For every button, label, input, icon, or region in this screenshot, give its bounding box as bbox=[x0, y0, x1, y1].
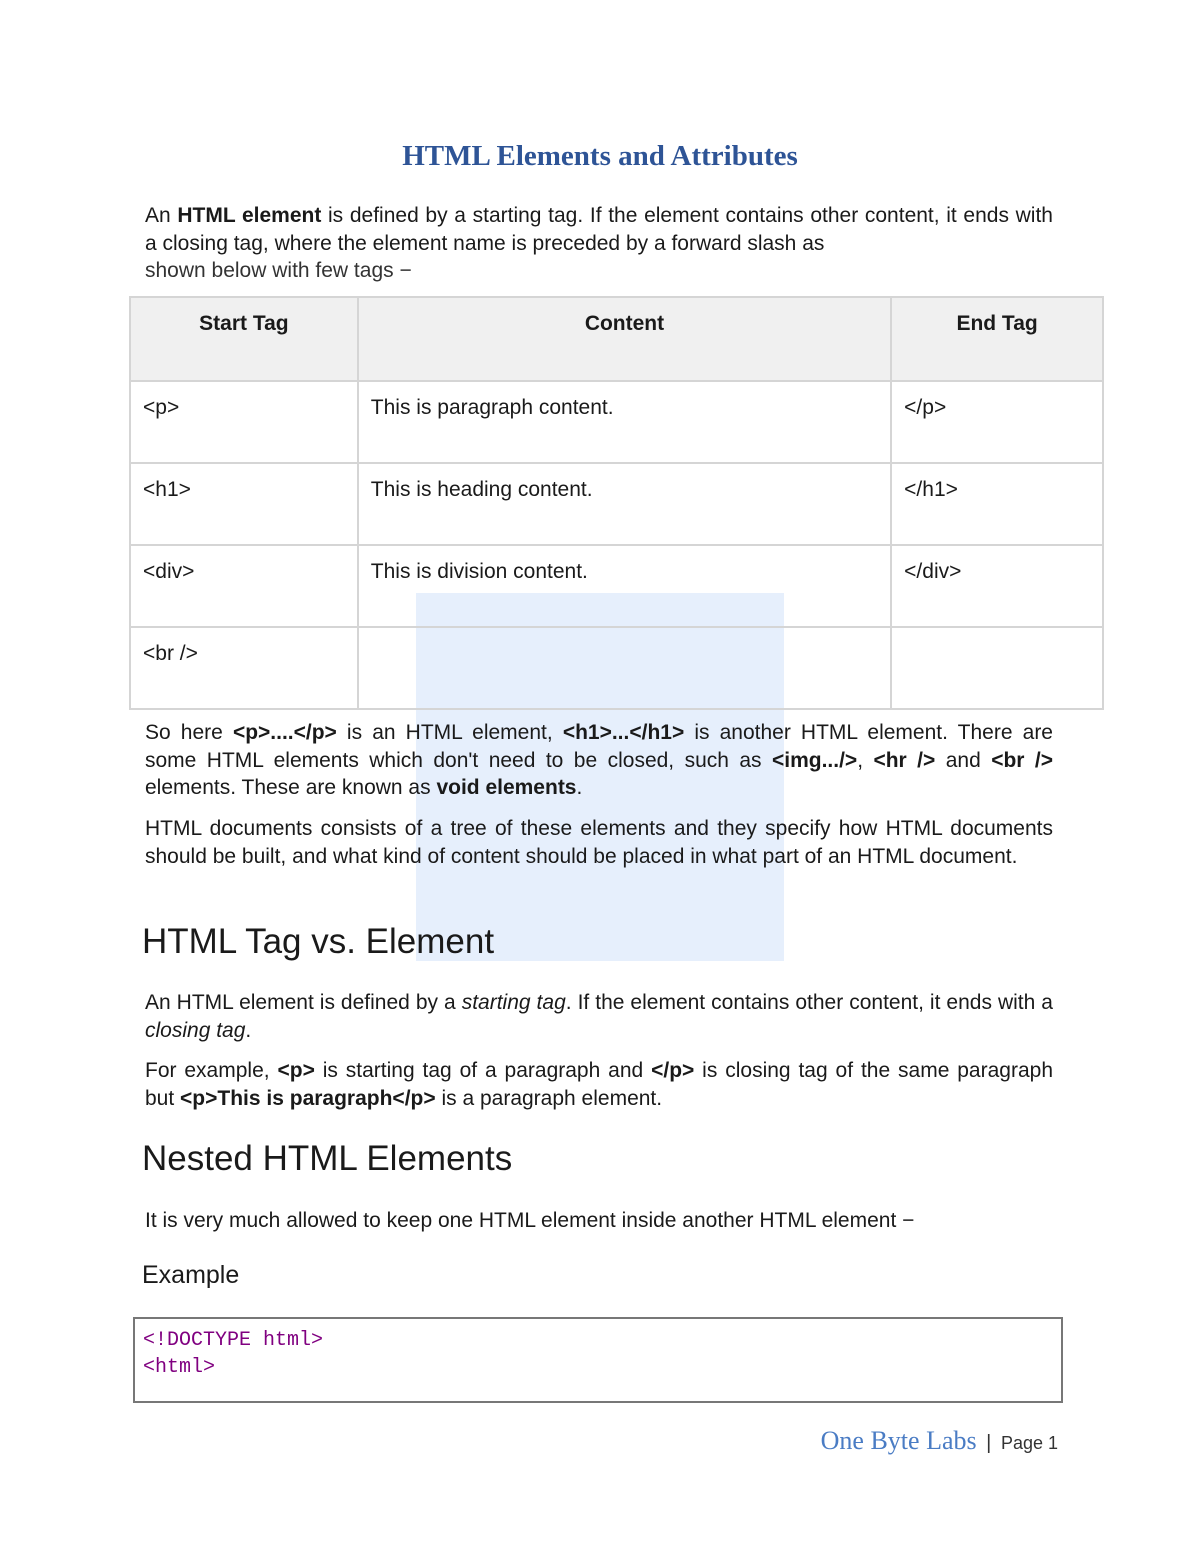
example-paragraph bbox=[145, 1057, 1053, 1112]
table-row bbox=[130, 463, 1103, 545]
text-run: An HTML element is defined by a bbox=[145, 991, 462, 1014]
text-run: . If the element contains other content, it ends with a bbox=[565, 991, 1053, 1014]
intro-paragraph bbox=[145, 202, 1053, 285]
table-cell bbox=[358, 627, 891, 709]
table-cell: This is paragraph content. bbox=[358, 381, 891, 463]
bold-code: <p>This is paragraph</p> bbox=[180, 1086, 436, 1110]
element-definition-paragraph bbox=[145, 989, 1053, 1044]
text-run: is a paragraph element. bbox=[435, 1086, 663, 1110]
void-elements-paragraph bbox=[145, 719, 1053, 802]
page-title: HTML Elements and Attributes bbox=[402, 140, 798, 172]
table-row bbox=[130, 545, 1103, 627]
bold-term: void elements bbox=[436, 776, 577, 799]
table-cell: This is division content. bbox=[358, 545, 891, 627]
table-cell: <h1> bbox=[130, 463, 358, 545]
text-run: , bbox=[857, 748, 874, 772]
intro-text-3: shown below with few tags − bbox=[145, 259, 412, 282]
table-cell bbox=[891, 627, 1103, 709]
text-run: So here bbox=[145, 721, 233, 744]
section-heading-tag-vs-element: HTML Tag vs. Element bbox=[142, 922, 495, 961]
table-cell: This is heading content. bbox=[358, 463, 891, 545]
text-run: is closing tag of the same paragraph but bbox=[145, 1059, 1053, 1110]
column-header-start-tag: Start Tag bbox=[130, 297, 358, 381]
italic-term: closing tag bbox=[145, 1018, 246, 1042]
table-cell: <p> bbox=[130, 381, 358, 463]
bold-code: </p> bbox=[651, 1059, 695, 1082]
text-run: . bbox=[245, 1018, 252, 1042]
nested-paragraph: It is very much allowed to keep one HTML element inside another HTML element − bbox=[145, 1209, 915, 1232]
page-footer bbox=[821, 1426, 1058, 1456]
text-run: For example, bbox=[145, 1059, 278, 1082]
italic-term: starting tag bbox=[461, 991, 566, 1014]
table-cell: <div> bbox=[130, 545, 358, 627]
footer-brand: One Byte Labs bbox=[820, 1426, 977, 1455]
text-run: is starting tag of a paragraph and bbox=[314, 1059, 652, 1082]
text-run: is another HTML element. There are some HTML elements which don't need to be closed, such as bbox=[145, 721, 1053, 772]
table-row bbox=[130, 627, 1103, 709]
text-run: . bbox=[576, 776, 583, 799]
footer-separator: | bbox=[986, 1432, 992, 1454]
table-header-row bbox=[130, 297, 1103, 381]
code-line: <!DOCTYPE html> bbox=[143, 1329, 324, 1352]
bold-code: <p> bbox=[277, 1059, 315, 1082]
table-cell: </p> bbox=[891, 381, 1103, 463]
bold-code: <img.../> bbox=[771, 748, 858, 772]
table-cell: </div> bbox=[891, 545, 1103, 627]
table-cell: <br /> bbox=[130, 627, 358, 709]
code-line: <html> bbox=[143, 1356, 216, 1379]
table-cell: </h1> bbox=[891, 463, 1103, 545]
column-header-content: Content bbox=[358, 297, 891, 381]
intro-text-2: is defined by a starting tag. If the element contains other content, it ends with a closing tag, where the element name is preceded by a forward slash as bbox=[145, 204, 1053, 255]
text-run: is an HTML element, bbox=[336, 721, 563, 744]
text-run: elements. These are known as bbox=[145, 776, 437, 799]
intro-text-1: An bbox=[145, 204, 178, 227]
example-heading: Example bbox=[142, 1261, 240, 1289]
tree-paragraph: HTML documents consists of a tree of these elements and they specify how HTML documents should be built, and what kind of content should be placed in what part of an HTML document. bbox=[145, 817, 1053, 868]
page-number: Page 1 bbox=[1000, 1433, 1058, 1453]
bold-code: <hr /> bbox=[873, 748, 936, 772]
text-run: and bbox=[935, 748, 992, 772]
table-row bbox=[130, 381, 1103, 463]
column-header-end-tag: End Tag bbox=[891, 297, 1103, 381]
section-heading-nested-elements: Nested HTML Elements bbox=[142, 1139, 513, 1178]
bold-code: <br /> bbox=[991, 748, 1054, 772]
intro-bold-term: HTML element bbox=[177, 204, 322, 227]
code-block bbox=[133, 1317, 1063, 1403]
bold-code: <h1>...</h1> bbox=[562, 721, 685, 744]
bold-code: <p>....</p> bbox=[232, 721, 337, 744]
tags-table bbox=[129, 296, 1104, 710]
